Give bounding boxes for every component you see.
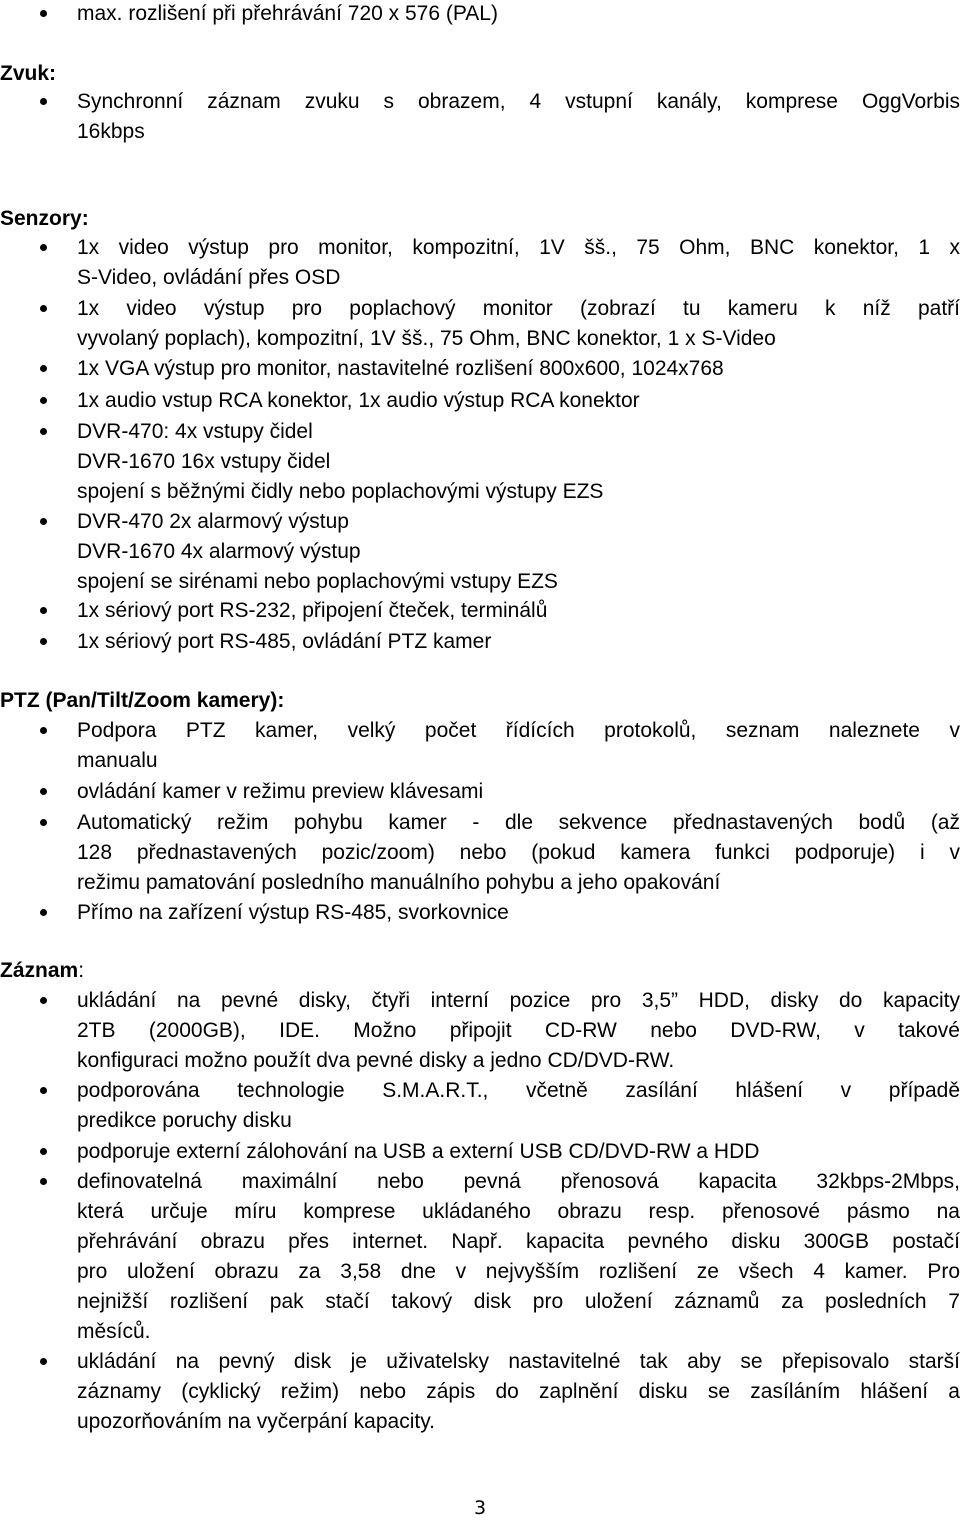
list-item-line: podporuje externí zálohování na USB a externí USB CD/DVD-RW a HDD [77,1140,760,1163]
list-item-line: měsíců. [77,1320,151,1343]
list-item [77,354,960,384]
bullet [40,428,47,435]
list-item-line: max. rozlišení při přehrávání 720 x 576 (PAL) [77,2,498,25]
list-item-line: záznamy (cyklický režim) nebo zápis do zaplnění disku se zasíláním hlášení a [77,1380,960,1403]
list-item-line: spojení se sirénami nebo poplachovými vstupy EZS [77,570,558,593]
bullet [40,244,47,251]
list-item-line: 128 přednastavených pozic/zoom) nebo (pokud kamera funkci podporuje) i v [77,841,960,864]
section-heading-senzory: Senzory: [0,207,89,230]
bullet [40,788,47,795]
section-heading-zvuk: Zvuk: [0,62,57,85]
list-item [77,627,960,657]
list-item-line: vyvolaný poplach), kompozitní, 1V šš., 75 Ohm, BNC konektor, 1 x S-Video [77,327,776,350]
list-item-line: S-Video, ovládání přes OSD [77,266,341,289]
list-item [77,1347,960,1437]
list-item [77,898,960,928]
list-item-line: 1x video výstup pro monitor, kompozitní, 1V šš., 75 Ohm, BNC konektor, 1 x [77,236,960,259]
section-heading-zaznam [0,956,84,986]
list-item-line: ukládání na pevný disk je uživatelsky nastavitelné tak aby se přepisovalo starší [77,1350,960,1373]
list-item-line: režimu pamatování posledního manuálního pohybu a jeho opakování [77,871,721,894]
list-item [77,777,960,807]
bullet [40,518,47,525]
bullet [40,397,47,404]
bullet [40,909,47,916]
list-item-line: manualu [77,749,158,772]
list-item-line: ovládání kamer v režimu preview klávesami [77,780,484,803]
list-item-line: DVR-470: 4x vstupy čidel [77,420,313,443]
list-item-line: DVR-1670 4x alarmový výstup [77,540,361,563]
list-item-line: ukládání na pevné disky, čtyři interní pozice pro 3,5” HDD, disky do kapacity [77,989,960,1012]
list-item-line: upozorňováním na vyčerpání kapacity. [77,1410,435,1433]
list-item [77,233,960,293]
list-item-line: Synchronní záznam zvuku s obrazem, 4 vstupní kanály, komprese OggVorbis [77,90,960,113]
bullet [40,98,47,105]
list-item-line: 1x sériový port RS-232, připojení čteček, terminálů [77,599,548,622]
list-item [77,596,960,626]
list-item [77,417,960,507]
list-item-line: přehrávání obrazu přes internet. Např. kapacita pevného disku 300GB postačí [77,1230,960,1253]
list-item-line: Podpora PTZ kamer, velký počet řídících protokolů, seznam naleznete v [77,719,960,742]
list-item [77,716,960,776]
list-item [77,0,960,29]
list-item-line: 2TB (2000GB), IDE. Možno připojit CD-RW nebo DVD-RW, v takové [77,1019,960,1042]
list-item [77,1137,960,1167]
bullet [40,305,47,312]
section-heading-zaznam-text: Záznam [0,959,79,982]
bullet [40,638,47,645]
list-item-line: DVR-470 2x alarmový výstup [77,510,349,533]
list-item-line: Přímo na zařízení výstup RS-485, svorkovnice [77,901,509,924]
list-item-line: která určuje míru komprese ukládaného obrazu resp. přenosové pásmo na [77,1200,960,1223]
section-heading-ptz: PTZ (Pan/Tilt/Zoom kamery): [0,689,285,712]
list-item [77,87,960,147]
list-item-line: podporována technologie S.M.A.R.T., včetně zasílání hlášení v případě [77,1079,960,1102]
list-item-line: 1x audio vstup RCA konektor, 1x audio výstup RCA konektor [77,389,640,412]
list-item [77,294,960,354]
list-item-line: konfiguraci možno použít dva pevné disky a jedno CD/DVD-RW. [77,1049,675,1072]
bullet [40,10,47,17]
bullet [40,1087,47,1094]
list-item-line: pro uložení obrazu za 3,58 dne v nejvyšším rozlišení ze všech 4 kamer. Pro [77,1260,960,1283]
list-item [77,986,960,1076]
bullet [40,365,47,372]
list-item-line: 1x sériový port RS-485, ovládání PTZ kamer [77,630,492,653]
list-item-line: Automatický režim pohybu kamer - dle sekvence přednastavených bodů (až [77,811,960,834]
list-item-line: definovatelná maximální nebo pevná přenosová kapacita 32kbps-2Mbps, [77,1170,960,1193]
list-item [77,1167,960,1347]
bullet [40,1148,47,1155]
list-item [77,808,960,898]
list-item-line: 16kbps [77,120,145,143]
list-item-line: 1x video výstup pro poplachový monitor (zobrazí tu kameru k níž patří [77,297,960,320]
bullet [40,819,47,826]
bullet [40,1178,47,1185]
list-item [77,386,960,416]
section-heading-zaznam-colon: : [78,959,85,982]
list-item-line: predikce poruchy disku [77,1109,292,1132]
list-item-line: spojení s běžnými čidly nebo poplachovými výstupy EZS [77,480,604,503]
bullet [40,997,47,1004]
list-item-line: DVR-1670 16x vstupy čidel [77,450,331,473]
list-item [77,507,960,597]
bullet [40,1358,47,1365]
list-item-line: 1x VGA výstup pro monitor, nastavitelné rozlišení 800x600, 1024x768 [77,357,724,380]
bullet [40,727,47,734]
list-item-line: nejnižší rozlišení pak stačí takový disk pro uložení záznamů za posledních 7 [77,1290,960,1313]
list-item [77,1076,960,1136]
page-number: 3 [473,1497,487,1519]
bullet [40,607,47,614]
